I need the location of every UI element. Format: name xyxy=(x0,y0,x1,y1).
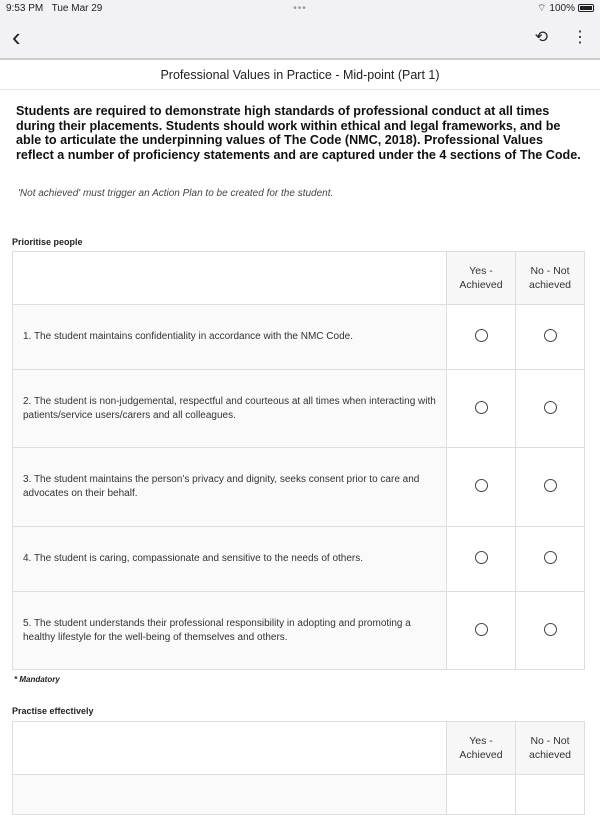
page-title: Professional Values in Practice - Mid-point (Part 1) xyxy=(0,60,600,90)
history-icon[interactable]: ⟲ xyxy=(534,29,548,46)
table-row xyxy=(13,527,585,592)
mandatory-note: * Mandatory xyxy=(14,675,60,684)
prioritise-people-table xyxy=(12,251,585,670)
question-text: 5. The student understands their professional responsibility in adopting and promoting a healthy lifestyle for the well-being of themselves and others. xyxy=(13,592,447,670)
back-chevron-left-icon[interactable]: ‹ xyxy=(12,21,21,52)
not-achieved-radio[interactable] xyxy=(544,623,557,636)
battery-level: 100% xyxy=(549,2,575,14)
status-bar xyxy=(0,0,600,16)
battery-icon xyxy=(578,4,594,12)
not-achieved-radio[interactable] xyxy=(544,551,557,564)
more-vertical-icon[interactable]: ⋮ xyxy=(572,29,588,46)
intro-text: Students are required to demonstrate high standards of professional conduct at all times during their placements. Students should work within ethical and legal frameworks, and be able to articulate the underpinning values of The Code (NMC, 2018). Professional Values reflect a number of proficiency statements and are captured under the 4 sections of The Code. xyxy=(16,104,581,162)
action-plan-note: 'Not achieved' must trigger an Action Plan to be created for the student. xyxy=(18,188,334,199)
no-header: No - Not achieved xyxy=(516,252,585,305)
not-achieved-radio[interactable] xyxy=(544,401,557,414)
wifi-icon: ⌔ xyxy=(537,2,547,14)
section-title: Prioritise people xyxy=(12,237,83,247)
table-row xyxy=(13,592,585,670)
question-header xyxy=(13,252,447,305)
yes-achieved-radio[interactable] xyxy=(475,623,488,636)
date: Tue Mar 29 xyxy=(51,2,103,14)
yes-achieved-radio[interactable] xyxy=(475,329,488,342)
practise-effectively-table xyxy=(12,721,585,815)
question-text: 3. The student maintains the person’s privacy and dignity, seeks consent prior to care and advocates on their behalf. xyxy=(13,448,447,527)
nav-bar xyxy=(0,16,600,60)
multitask-dots[interactable]: ••• xyxy=(293,2,307,14)
yes-header: Yes - Achieved xyxy=(447,722,516,775)
yes-achieved-radio[interactable] xyxy=(475,551,488,564)
section-title: Practise effectively xyxy=(12,706,94,716)
table-row xyxy=(13,305,585,370)
time: 9:53 PM xyxy=(6,2,44,14)
question-text: 2. The student is non-judgemental, respectful and courteous at all times when interacting with patients/service users/carers and all colleagues. xyxy=(13,370,447,448)
table-row xyxy=(13,448,585,527)
not-achieved-radio[interactable] xyxy=(544,329,557,342)
no-header: No - Not achieved xyxy=(516,722,585,775)
question-header xyxy=(13,722,447,775)
not-achieved-radio[interactable] xyxy=(544,479,557,492)
question-text: 1. The student maintains confidentiality in accordance with the NMC Code. xyxy=(13,305,447,370)
yes-achieved-radio[interactable] xyxy=(475,479,488,492)
table-row xyxy=(13,370,585,448)
question-text: 4. The student is caring, compassionate and sensitive to the needs of others. xyxy=(13,527,447,592)
yes-header: Yes - Achieved xyxy=(447,252,516,305)
yes-achieved-radio[interactable] xyxy=(475,401,488,414)
